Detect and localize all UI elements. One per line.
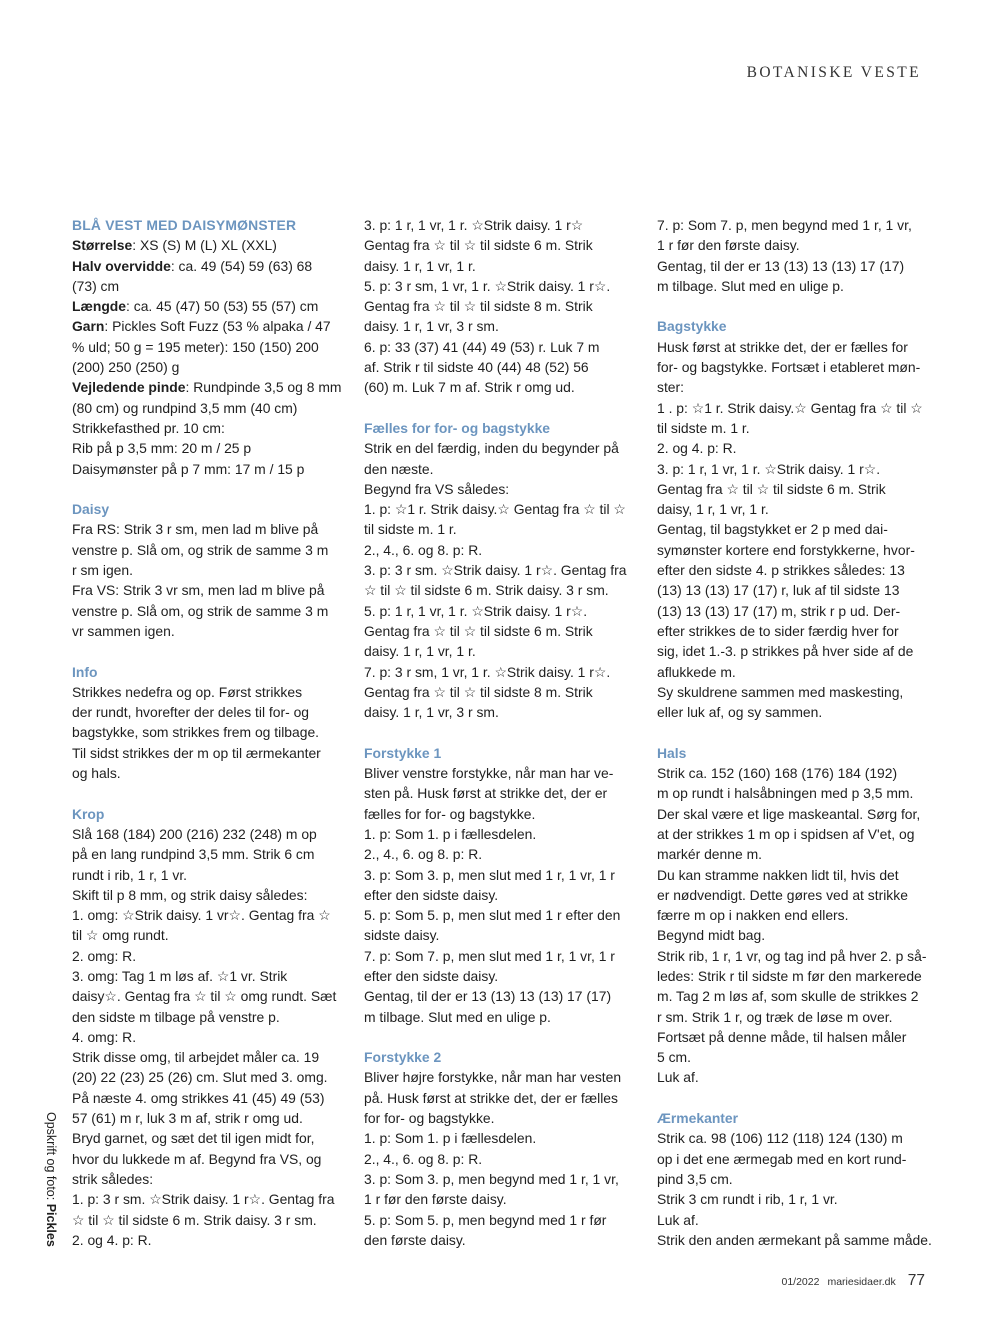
text-line: Til sidst strikkes der m op til ærmekanter bbox=[72, 744, 321, 761]
section-heading: Daisy bbox=[72, 501, 110, 518]
section-heading: Krop bbox=[72, 805, 105, 822]
text-line: til ☆ omg rundt. bbox=[72, 927, 169, 944]
forstykke-2-continued bbox=[657, 215, 929, 296]
text-line: markér denne m. bbox=[657, 846, 762, 863]
text-line: Fortsæt på denne måde, til halsen måler bbox=[657, 1028, 907, 1045]
text-line: Strik disse omg, til arbejdet måler ca. 19 bbox=[72, 1049, 320, 1066]
text-line: for- og bagstykke. Fortsæt i etableret møn- bbox=[657, 359, 921, 376]
text-line: rundt i rib, 1 r, 1 vr. bbox=[72, 866, 188, 883]
page-number: 77 bbox=[907, 1272, 925, 1289]
text-line: Gentag, til bagstykket er 2 p med dai- bbox=[657, 521, 888, 538]
text-line: 3. p: Som 3. p, men begynd med 1 r, 1 vr, bbox=[364, 1170, 619, 1187]
text-line: 1. omg: ☆Strik daisy. 1 vr☆. Gentag fra ☆ bbox=[72, 907, 331, 924]
text-line: ster: bbox=[657, 379, 685, 396]
text-line: Gentag, til der er 13 (13) 13 (13) 17 (17) bbox=[657, 257, 905, 274]
text-line: sig, idet 1.-3. p strikkes på hver side af de bbox=[657, 643, 914, 660]
spec-value: (200) 250 (250) g bbox=[72, 359, 180, 376]
spec-value: Rib på p 3,5 mm: 20 m / 25 p bbox=[72, 440, 252, 457]
text-line: Strik 3 cm rundt i rib, 1 r, 1 vr. bbox=[657, 1191, 838, 1208]
text-line: for for- og bagstykke. bbox=[364, 1110, 495, 1127]
spec-value: Strikkefasthed pr. 10 cm: bbox=[72, 419, 225, 436]
text-line: 5. p: Som 5. p, men begynd med 1 r før bbox=[364, 1211, 607, 1228]
text-line: symønster kortere end forstykkerne, hvor- bbox=[657, 541, 915, 558]
text-line: Slå 168 (184) 200 (216) 232 (248) m op bbox=[72, 825, 317, 842]
text-line: Gentag fra ☆ til ☆ til sidste 6 m. Strik bbox=[364, 237, 593, 254]
text-line: efter den sidste 4. p strikkes således: 13 bbox=[657, 562, 905, 579]
text-line bbox=[72, 337, 344, 357]
text-line: Gentag, til der er 13 (13) 13 (13) 17 (17) bbox=[364, 988, 612, 1005]
text-line: (13) 13 (13) 17 (17) r, luk af til sidste 13 bbox=[657, 582, 900, 599]
text-line: Begynd midt bag. bbox=[657, 927, 766, 944]
text-line: ledes: Strik r til sidste m før den markerede bbox=[657, 967, 922, 984]
text-line: daisy. 1 r, 1 vr, 3 r sm. bbox=[364, 704, 499, 721]
text-line: daisy, 1 r, 1 vr, 1 r. bbox=[657, 501, 769, 518]
text-line: m op rundt i halsåbningen med p 3,5 mm. bbox=[657, 785, 914, 802]
side-credit bbox=[44, 1112, 58, 1247]
text-line: 1. p: Som 1. p i fællesdelen. bbox=[364, 1130, 537, 1147]
text-line: 4. omg: R. bbox=[72, 1028, 137, 1045]
text-line: På næste 4. omg strikkes 41 (45) 49 (53) bbox=[72, 1089, 325, 1106]
text-line: 1 . p: ☆1 r. Strik daisy.☆ Gentag fra ☆ til ☆ bbox=[657, 399, 923, 416]
text-line: og hals. bbox=[72, 765, 121, 782]
text-line: Strik rib, 1 r, 1 vr, og tag ind på hver 2. p så- bbox=[657, 947, 927, 964]
section-heading: Ærmekanter bbox=[657, 1110, 739, 1127]
section-heading: Info bbox=[72, 663, 98, 680]
spec-label: Vejledende pinde bbox=[72, 379, 186, 396]
text-line: på en lang rundpind 3,5 mm. Strik 6 cm bbox=[72, 846, 315, 863]
text-line bbox=[72, 316, 344, 336]
spec-value: (73) cm bbox=[72, 277, 120, 294]
text-line: til sidste m. 1 r. bbox=[657, 419, 750, 436]
text-line: 6. p: 33 (37) 41 (44) 49 (53) r. Luk 7 m bbox=[364, 338, 600, 355]
text-line: Husk først at strikke det, der er fælles for bbox=[657, 338, 908, 355]
text-line: Bryd garnet, og sæt det til igen midt for, bbox=[72, 1130, 315, 1147]
website: mariesidaer.dk bbox=[827, 1276, 896, 1288]
text-line: r sm. Strik 1 r, og træk de løse m over. bbox=[657, 1008, 893, 1025]
text-line: 2. og 4. p: R. bbox=[72, 1231, 152, 1248]
text-line: Du kan stramme nakken lidt til, hvis det bbox=[657, 866, 899, 883]
text-line: der rundt, hvorefter der deles til for- og bbox=[72, 704, 310, 721]
text-line: 2., 4., 6. og 8. p: R. bbox=[364, 541, 483, 558]
column-1 bbox=[72, 215, 344, 1250]
text-line: efter strikkes de to sider færdig hver for bbox=[657, 622, 899, 639]
text-line: 2. og 4. p: R. bbox=[657, 440, 737, 457]
text-line: vr sammen igen. bbox=[72, 622, 175, 639]
text-line: fælles for for- og bagstykke. bbox=[364, 805, 536, 822]
running-header: BOTANISKE VESTE bbox=[746, 64, 921, 81]
section-bagstykke bbox=[657, 316, 929, 722]
issue-number: 01/2022 bbox=[781, 1276, 820, 1288]
text-line: ☆ til ☆ til sidste 6 m. Strik daisy. 3 r sm. bbox=[72, 1211, 317, 1228]
text-line: 1. p: ☆1 r. Strik daisy.☆ Gentag fra ☆ til ☆ bbox=[364, 501, 626, 518]
section-heading: Forstykke 1 bbox=[364, 744, 442, 761]
text-line bbox=[72, 418, 344, 438]
text-line bbox=[72, 256, 344, 276]
text-line bbox=[72, 276, 344, 296]
section-info bbox=[72, 662, 344, 784]
text-line: 57 (61) m r, luk 3 m af, strik r omg ud. bbox=[72, 1110, 303, 1127]
text-line: (20) 22 (23) 25 (26) cm. Slut med 3. omg. bbox=[72, 1069, 328, 1086]
text-line: Gentag fra ☆ til ☆ til sidste 8 m. Strik bbox=[364, 683, 593, 700]
text-line: Strik den anden ærmekant på samme måde. bbox=[657, 1231, 932, 1248]
section-aermekanter bbox=[657, 1108, 932, 1250]
text-line: Fra RS: Strik 3 r sm, men lad m blive på bbox=[72, 521, 319, 538]
spec-label: Garn bbox=[72, 318, 105, 335]
text-line: 3. p: 3 r sm. ☆Strik daisy. 1 r☆. Gentag fra bbox=[364, 562, 627, 579]
section-forstykke-1 bbox=[364, 743, 636, 1027]
text-line bbox=[72, 438, 344, 458]
text-line: 3. p: 1 r, 1 vr, 1 r. ☆Strik daisy. 1 r☆. bbox=[657, 460, 881, 477]
text-line: 5. p: 1 r, 1 vr, 1 r. ☆Strik daisy. 1 r☆. bbox=[364, 602, 588, 619]
text-line bbox=[72, 459, 344, 479]
text-line: venstre p. Slå om, og strik de samme 3 m bbox=[72, 602, 329, 619]
text-line: 2., 4., 6. og 8. p: R. bbox=[364, 1150, 483, 1167]
text-line: daisy☆. Gentag fra ☆ til ☆ omg rundt. Sæt bbox=[72, 988, 337, 1005]
text-line: Begynd fra VS således: bbox=[364, 480, 510, 497]
text-line: 5 cm. bbox=[657, 1049, 691, 1066]
text-line: efter den sidste daisy. bbox=[364, 886, 499, 903]
text-line: Strik ca. 152 (160) 168 (176) 184 (192) bbox=[657, 765, 898, 782]
text-line: Luk af. bbox=[657, 1211, 699, 1228]
text-line: 1. p: 3 r sm. ☆Strik daisy. 1 r☆. Gentag fra bbox=[72, 1191, 335, 1208]
spec-value: : XS (S) M (L) XL (XXL) bbox=[132, 237, 277, 254]
text-line: at der strikkes 1 m op i spidsen af V'et, og bbox=[657, 825, 915, 842]
text-line: sidste daisy. bbox=[364, 927, 440, 944]
text-line: Strikkes nedefra og op. Først strikkes bbox=[72, 683, 303, 700]
text-line bbox=[72, 398, 344, 418]
spec-value: : Pickles Soft Fuzz (53 % alpaka / 47 bbox=[104, 318, 331, 335]
text-line bbox=[72, 377, 344, 397]
text-line: Gentag fra ☆ til ☆ til sidste 6 m. Strik bbox=[364, 622, 593, 639]
text-line: sten på. Husk først at strikke det, der er bbox=[364, 785, 608, 802]
text-line: Luk af. bbox=[657, 1069, 699, 1086]
text-line: 5. p: Som 5. p, men slut med 1 r efter den bbox=[364, 907, 621, 924]
text-line: m tilbage. Slut med en ulige p. bbox=[657, 277, 844, 294]
text-line: den sidste m tilbage på venstre p. bbox=[72, 1008, 280, 1025]
credit-name: Pickles bbox=[44, 1203, 58, 1247]
text-line: m. Tag 2 m løs af, som skulle de strikkes 2 bbox=[657, 988, 919, 1005]
page-footer bbox=[782, 1272, 926, 1290]
spec-label: Længde bbox=[72, 298, 127, 315]
text-line: 7. p: Som 7. p, men begynd med 1 r, 1 vr, bbox=[657, 217, 912, 233]
text-line: den næste. bbox=[364, 460, 434, 477]
section-daisy bbox=[72, 499, 344, 641]
text-line: Skift til p 8 mm, og strik daisy således: bbox=[72, 886, 308, 903]
spec-value: Daisymønster på p 7 mm: 17 m / 15 p bbox=[72, 460, 305, 477]
spec-value: (80 cm) og rundpind 3,5 mm (40 cm) bbox=[72, 399, 298, 416]
text-line: (60) m. Luk 7 m af. Strik r omg ud. bbox=[364, 379, 575, 396]
spec-value: : ca. 49 (54) 59 (63) 68 bbox=[170, 257, 313, 274]
section-heading: BLÅ VEST MED DAISYMØNSTER bbox=[72, 217, 297, 233]
text-line bbox=[72, 296, 344, 316]
text-line: op i det ene ærmegab med en kort rund- bbox=[657, 1150, 907, 1167]
pattern-specs bbox=[72, 215, 344, 479]
spec-value: : Rundpinde 3,5 og 8 mm bbox=[185, 379, 342, 396]
text-line: 1. p: Som 1. p i fællesdelen. bbox=[364, 825, 537, 842]
text-line: daisy. 1 r, 1 vr, 1 r. bbox=[364, 643, 476, 660]
text-line bbox=[72, 235, 344, 255]
text-line: 7. p: 3 r sm, 1 vr, 1 r. ☆Strik daisy. 1 r☆. bbox=[364, 663, 611, 680]
section-forstykke-2 bbox=[364, 1047, 636, 1250]
text-line: Der skal være et lige maskeantal. Sørg for, bbox=[657, 805, 921, 822]
spec-label: Halv overvidde bbox=[72, 257, 171, 274]
text-line: bagstykke, som strikkes frem og tilbage. bbox=[72, 724, 320, 741]
spec-value: % uld; 50 g = 195 meter): 150 (150) 200 bbox=[72, 338, 319, 355]
section-hals bbox=[657, 743, 929, 1088]
text-line: 2., 4., 6. og 8. p: R. bbox=[364, 846, 483, 863]
text-line: 7. p: Som 7. p, men slut med 1 r, 1 vr, 1 r bbox=[364, 947, 615, 964]
text-line: hvor du lukkede m af. Begynd fra VS, og bbox=[72, 1150, 322, 1167]
text-line: Bliver højre forstykke, når man har vesten bbox=[364, 1069, 622, 1086]
section-krop bbox=[72, 804, 344, 1251]
text-line: strik således: bbox=[72, 1170, 154, 1187]
column-3 bbox=[657, 215, 932, 1250]
text-line: eller luk af, og sy sammen. bbox=[657, 704, 823, 721]
section-heading: Fælles for for- og bagstykke bbox=[364, 419, 551, 436]
text-line: Fra VS: Strik 3 vr sm, men lad m blive på bbox=[72, 582, 325, 599]
text-line: Bliver venstre forstykke, når man har ve- bbox=[364, 765, 614, 782]
text-line: 1 r før den første daisy. bbox=[657, 237, 800, 254]
text-line: 2. omg: R. bbox=[72, 947, 137, 964]
text-line: (13) 13 (13) 17 (17) m, strik r p ud. Der- bbox=[657, 602, 901, 619]
text-line bbox=[72, 357, 344, 377]
text-line: venstre p. Slå om, og strik de samme 3 m bbox=[72, 541, 329, 558]
text-line: ☆ til ☆ til sidste 6 m. Strik daisy. 3 r sm. bbox=[364, 582, 609, 599]
text-line: af. Strik r til sidste 40 (44) 48 (52) 56 bbox=[364, 359, 589, 376]
column-2 bbox=[364, 215, 636, 1250]
spec-value: : ca. 45 (47) 50 (53) 55 (57) cm bbox=[126, 298, 319, 315]
text-line: 5. p: 3 r sm, 1 vr, 1 r. ☆Strik daisy. 1 r☆. bbox=[364, 277, 611, 294]
section-faelles bbox=[364, 418, 636, 722]
krop-continued bbox=[364, 215, 636, 398]
text-line: er nødvendigt. Dette gøres ved at strikke bbox=[657, 886, 908, 903]
text-line: færre m op i nakken end ellers. bbox=[657, 907, 849, 924]
text-line: på. Husk først at strikke det, der er fælles bbox=[364, 1089, 618, 1106]
text-line: den første daisy. bbox=[364, 1231, 466, 1248]
text-line: daisy. 1 r, 1 vr, 1 r. bbox=[364, 257, 476, 274]
text-line: aflukkede m. bbox=[657, 663, 736, 680]
section-heading: Hals bbox=[657, 744, 687, 761]
text-line: Sy skuldrene sammen med maskesting, bbox=[657, 683, 904, 700]
text-line: 1 r før den første daisy. bbox=[364, 1191, 507, 1208]
text-line: til sidste m. 1 r. bbox=[364, 521, 457, 538]
text-line: m tilbage. Slut med en ulige p. bbox=[364, 1008, 551, 1025]
text-line: efter den sidste daisy. bbox=[364, 967, 499, 984]
text-line: 3. p: 1 r, 1 vr, 1 r. ☆Strik daisy. 1 r☆ bbox=[364, 217, 584, 233]
text-line: 3. p: Som 3. p, men slut med 1 r, 1 vr, 1 r bbox=[364, 866, 615, 883]
text-line: 3. omg: Tag 1 m løs af. ☆1 vr. Strik bbox=[72, 967, 288, 984]
section-heading: Bagstykke bbox=[657, 318, 727, 335]
text-line: r sm igen. bbox=[72, 562, 133, 579]
section-heading: Forstykke 2 bbox=[364, 1049, 442, 1066]
text-line: Gentag fra ☆ til ☆ til sidste 8 m. Strik bbox=[364, 298, 593, 315]
text-line: daisy. 1 r, 1 vr, 3 r sm. bbox=[364, 318, 499, 335]
credit-prefix: Opskrift og foto: bbox=[44, 1112, 58, 1204]
text-line: Strik ca. 98 (106) 112 (118) 124 (130) m bbox=[657, 1130, 903, 1147]
spec-label: Størrelse bbox=[72, 237, 133, 254]
text-line: Gentag fra ☆ til ☆ til sidste 6 m. Strik bbox=[657, 480, 886, 497]
text-line: pind 3,5 cm. bbox=[657, 1170, 733, 1187]
text-line: Strik en del færdig, inden du begynder på bbox=[364, 440, 619, 457]
